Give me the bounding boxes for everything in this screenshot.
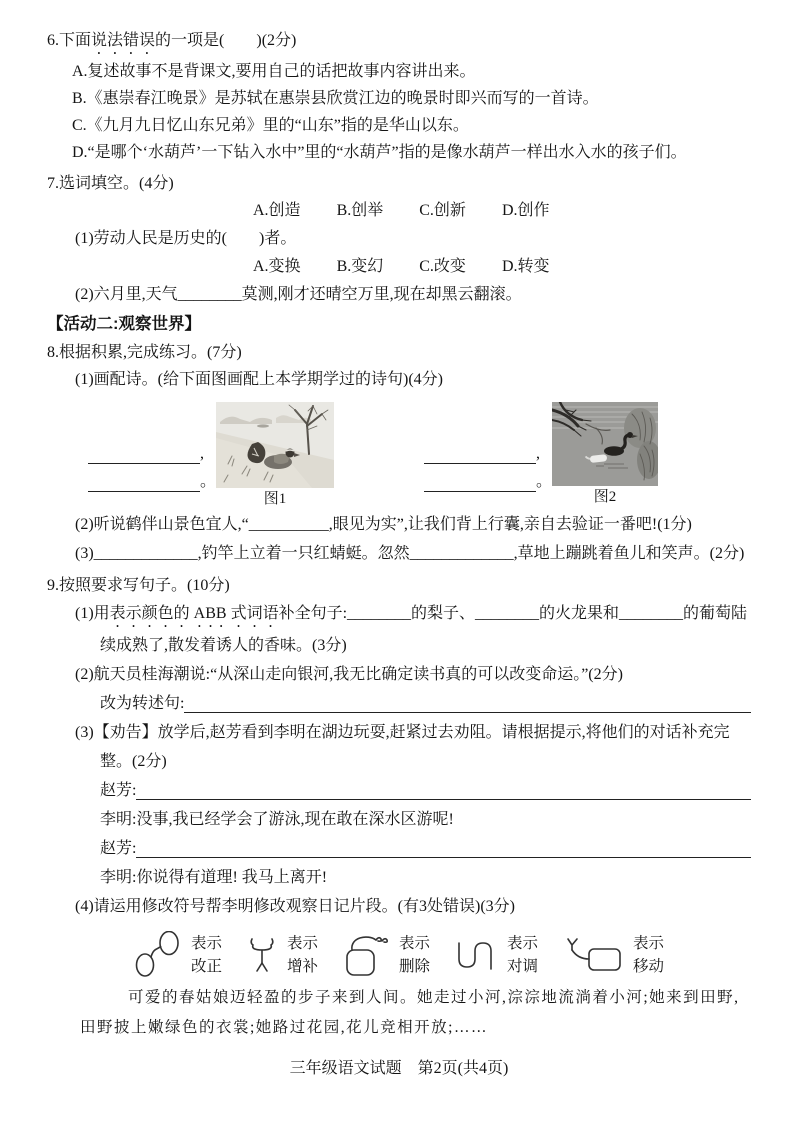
speaker-label: 李明: xyxy=(100,869,137,886)
proofreading-symbols-row xyxy=(47,931,751,979)
picture-2-answer-lines xyxy=(424,436,553,492)
picture-1-group xyxy=(88,402,334,508)
symbol-label-line1: 表示 xyxy=(286,935,318,952)
spring-river-ducks-painting xyxy=(216,402,334,488)
answer-blank xyxy=(88,473,200,492)
diary-passage-to-correct: 可爱的春姑娘迈轻盈的步子来到人间。她走过小河,淙淙地流淌着小河;她来到田野,田野披上嫩绿色的衣裳;她路过花园,花儿竞相开放;…… xyxy=(80,989,740,1036)
dialog-text: 你说得有道理! 我马上离开! xyxy=(136,869,328,886)
symbol-label-line2: 删除 xyxy=(398,958,430,975)
dialog-text: 没事,我已经学会了游泳,现在敢在深水区游呢! xyxy=(136,811,454,828)
q7-row1-option-a: A.创造 xyxy=(253,202,301,219)
period-mark: 。 xyxy=(536,473,553,490)
q7-choice-row-2 xyxy=(47,253,751,281)
poem-blank-line xyxy=(88,436,212,464)
symbol-deletion xyxy=(344,932,430,978)
q9-item-3: (3)【劝告】放学后,赵芳看到李明在湖边玩耍,赶紧过去劝阻。请根据提示,将他们的对话补充完整。(2分) xyxy=(75,724,730,770)
answer-fill-line xyxy=(136,776,751,800)
q9-item2-rewrite-line xyxy=(47,689,751,718)
symbol-label xyxy=(633,932,664,978)
speaker-label: 赵芳: xyxy=(100,840,137,857)
move-mark-icon xyxy=(564,935,624,975)
poem-blank-line xyxy=(88,464,217,492)
poem-blank-line xyxy=(424,436,548,464)
picture-2-caption: 图2 xyxy=(593,489,617,505)
picture-2-figure xyxy=(552,402,658,506)
page-footer: 三年级语文试题 第2页(共4页) xyxy=(289,1060,509,1077)
picture-1-caption: 图1 xyxy=(263,491,287,507)
q6-option-c: C.《九月九日忆山东兄弟》里的“山东”指的是华山以东。 xyxy=(72,117,469,134)
dialog-line-zhaofang-2 xyxy=(47,834,751,863)
pond-ducks-photo xyxy=(552,402,658,486)
q6-title-pre: 6.下面 xyxy=(47,32,92,49)
insertion-mark-icon xyxy=(248,933,278,977)
q6-title-emphasized: 说法错误 xyxy=(91,32,156,49)
picture-2-group xyxy=(424,402,658,508)
q9-title: 9.按照要求写句子。(10分) xyxy=(47,577,230,594)
symbol-label xyxy=(287,932,318,978)
speaker-label: 赵芳: xyxy=(100,782,137,799)
poem-blank-line xyxy=(424,464,553,492)
q9-item-1 xyxy=(47,599,751,660)
q7-row1-option-c: C.创新 xyxy=(419,202,466,219)
q9-item-4: (4)请运用修改符号帮李明修改观察日记片段。(有3处错误)(3分) xyxy=(75,898,515,915)
symbol-label-line2: 改正 xyxy=(190,958,222,975)
rewrite-label: 改为转述句: xyxy=(100,695,185,712)
comma-mark: , xyxy=(536,445,540,462)
q6-title xyxy=(47,27,751,58)
answer-fill-line xyxy=(184,689,751,713)
q7-row1-option-d: D.创作 xyxy=(501,202,550,219)
symbol-label-line1: 表示 xyxy=(633,935,665,952)
q9-item1-emphasized: 表示颜色的 ABB 式词语 xyxy=(109,605,279,622)
poem-picture-row xyxy=(47,402,751,508)
picture-1-figure xyxy=(216,402,334,508)
q7-item-2: (2)六月里,天气________莫测,刚才还晴空万里,现在却黑云翻滚。 xyxy=(75,286,522,303)
symbol-label-line1: 表示 xyxy=(398,935,430,952)
q7-row2-option-b: B.变幻 xyxy=(336,258,384,275)
answer-blank xyxy=(424,445,536,464)
answer-fill-line xyxy=(136,834,751,858)
q9-item1-pre: (1)用 xyxy=(75,605,110,622)
q8-item-2: (2)听说鹤伴山景色宜人,“__________,眼见为实”,让我们背上行囊,亲自去验证一番吧!(1分) xyxy=(75,516,692,533)
q6-option-d: D.“是哪个‘水葫芦’一下钻入水中”里的“水葫芦”指的是像水葫芦一样出水入水的孩子们。 xyxy=(72,144,687,161)
q8-title: 8.根据积累,完成练习。(7分) xyxy=(47,344,242,361)
q7-row2-option-c: C.改变 xyxy=(419,258,466,275)
q9-item1-post: 补全句子:________的梨子、________的火龙果和________的葡萄陆续成熟了,散发着诱人的香味。(3分) xyxy=(100,605,748,654)
symbol-label-line1: 表示 xyxy=(507,935,539,952)
q8-item-3: (3)_____________,钓竿上立着一只红蜻蜓。忽然_____________,草地上蹦跳着鱼儿和笑声。(2分) xyxy=(75,545,745,562)
activity-2-header: 【活动二:观察世界】 xyxy=(47,315,201,333)
speaker-label: 李明: xyxy=(100,811,137,828)
symbol-insertion xyxy=(248,932,318,978)
symbol-label xyxy=(191,932,222,978)
q7-row1-option-b: B.创举 xyxy=(336,202,384,219)
symbol-correction xyxy=(134,931,222,979)
q6-option-b: B.《惠崇春江晚景》是苏轼在惠崇县欣赏江边的晚景时即兴而写的一首诗。 xyxy=(72,90,599,107)
q7-title: 7.选词填空。(4分) xyxy=(47,175,174,192)
symbol-label-line2: 移动 xyxy=(633,958,665,975)
correction-mark-icon xyxy=(134,931,182,979)
symbol-label xyxy=(399,932,430,978)
q7-choice-row-1 xyxy=(47,197,751,225)
answer-blank xyxy=(88,445,200,464)
symbol-label-line2: 增补 xyxy=(286,958,318,975)
symbol-label-line1: 表示 xyxy=(190,935,222,952)
symbol-swap xyxy=(456,932,538,978)
q7-row2-option-a: A.变换 xyxy=(253,258,301,275)
q6-option-a: A.复述故事不是背课文,要用自己的话把故事内容讲出来。 xyxy=(72,63,476,80)
q6-title-post: 的一项是( )(2分) xyxy=(155,32,297,49)
period-mark: 。 xyxy=(200,473,217,490)
dialog-line-liming-1 xyxy=(47,805,751,834)
symbol-label xyxy=(507,932,538,978)
symbol-label-line2: 对调 xyxy=(507,958,539,975)
comma-mark: , xyxy=(200,445,204,462)
deletion-mark-icon xyxy=(344,932,390,978)
symbol-move xyxy=(564,932,664,978)
q8-item-1: (1)画配诗。(给下面图画配上本学期学过的诗句)(4分) xyxy=(75,371,443,388)
answer-blank xyxy=(424,473,536,492)
swap-mark-icon xyxy=(456,937,498,973)
dialog-line-zhaofang-1 xyxy=(47,776,751,805)
q7-row2-option-d: D.转变 xyxy=(501,258,550,275)
picture-1-answer-lines xyxy=(88,436,217,492)
q9-item-2: (2)航天员桂海潮说:“从深山走向银河,我无比确定读书真的可以改变命运。”(2分) xyxy=(75,666,623,683)
dialog-line-liming-2 xyxy=(47,863,751,892)
q7-item-1: (1)劳动人民是历史的( )者。 xyxy=(75,230,297,247)
